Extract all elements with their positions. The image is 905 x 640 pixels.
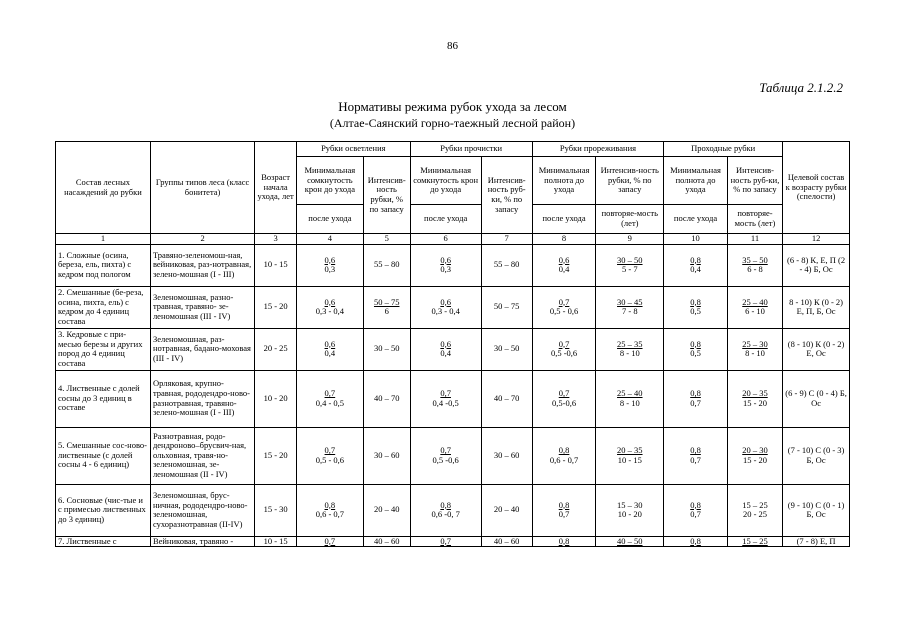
header-age: Возраст начала ухода, лет [255,142,297,234]
value-denominator: 0,5 -0,6 [432,454,459,465]
value-numerator: 0,7 [324,536,336,546]
cell-composition: 1. Сложные (осина, береза, ель, пихта) с кедром под пологом [56,244,151,286]
header-group-prorezhivanie: Рубки прореживания [532,142,663,157]
value-numerator: 30 – 45 [617,296,643,307]
column-number: 8 [532,234,596,245]
value-numerator: 0,8 [690,499,701,510]
cell-forest-types: Разнотравная, родо-дендроново–брусвич-ная, ольховная, травя-но- зеленомошная, зе-леномошная (II - IV) [150,427,254,484]
column-number: 10 [664,234,728,245]
cell-age: 10 - 20 [255,370,297,427]
value-numerator: 0,8 [690,338,701,349]
cell-target: (9 - 10) С (0 - 1) Б, Ос [783,484,850,536]
value-numerator: 20 – 30 [742,445,768,455]
value-denominator: 15 - 20 [742,397,768,408]
value-numerator: 0,8 [324,499,336,510]
value-denominator: 5 - 7 [621,264,638,275]
header-group-osvetlenie: Рубки осветления [296,142,410,157]
cell-composition: 6. Сосновые (чис-тые и с примесью лиственных до 3 единиц) [56,484,151,536]
value-denominator: 0,4 -0,5 [432,397,459,408]
header-group-prohodnye: Проходные рубки [664,142,783,157]
cell-osv-crown [296,244,363,286]
cell-prohod-density [664,286,728,328]
cell-composition: 4. Лиственные с долей сосны до 3 единиц в составе [56,370,151,427]
cell-proch-intensity: 40 – 70 [481,370,532,427]
cell-prohod-density [664,536,728,547]
table-label: Таблица 2.1.2.2 [759,80,843,95]
value-denominator: 0,5 - 0,6 [315,454,345,465]
value-denominator: 0,4 [690,264,701,275]
cell-prorezh-density [532,536,596,547]
header-intensity-osv: Интенсив-ность рубки, % по запасу [363,157,410,234]
value-numerator: 25 – 35 [617,338,643,349]
cell-osv-intensity: 55 – 80 [363,244,410,286]
value-numerator: 0,7 [558,338,570,349]
table-row [56,427,850,484]
cell-osv-intensity: 30 – 60 [363,427,410,484]
cell-prohod-intensity [727,536,782,547]
cell-composition: 2. Смешанные (бе-реза, осина, пихта, ель) с кедром до 4 единиц состава [56,286,151,328]
cell-prorezh-intensity [596,484,664,536]
cell-prohod-density [664,427,728,484]
value-denominator: 0,3 - 0,4 [315,306,345,317]
header-min-crown-proch: Минимальная сомкнутость крон до ухода [410,157,481,205]
cell-proch-intensity: 50 – 75 [481,286,532,328]
value-numerator: 15 – 25 [742,536,768,546]
value-numerator: 15 – 25 [742,499,768,510]
header-min-density-prorezh: Минимальная полнота до ухода [532,157,596,205]
value-numerator: 0,7 [324,388,336,398]
cell-prohod-intensity [727,286,782,328]
value-denominator: 0,6 -0, 7 [431,509,460,520]
cell-prohod-density [664,484,728,536]
cell-target: (8 - 10) К (0 - 2) Е, Ос [783,328,850,370]
cell-prorezh-density [532,328,596,370]
cell-age: 15 - 20 [255,286,297,328]
value-denominator: 7 - 8 [621,306,638,317]
column-number-row [56,234,850,245]
cell-proch-intensity: 55 – 80 [481,244,532,286]
value-denominator: 0,4 [440,348,451,359]
value-denominator: 0,3 [440,264,451,275]
cell-age: 10 - 15 [255,244,297,286]
cell-osv-intensity: 40 – 70 [363,370,410,427]
value-numerator: 20 – 35 [617,445,643,455]
table-row [56,286,850,328]
cell-prorezh-density [532,286,596,328]
cell-target: (7 - 8) Е, П [783,536,850,547]
cell-prorezh-intensity [596,328,664,370]
cell-prorezh-density [532,484,596,536]
table-row [56,536,850,547]
cell-prohod-intensity [727,244,782,286]
value-numerator: 0,8 [558,499,570,510]
document-subtitle: (Алтае-Саянский горно-таежный лесной район) [329,116,576,130]
cell-target: 8 - 10) К (0 - 2) Е, П, Б, Ос [783,286,850,328]
header-after-osv: после ухода [296,205,363,234]
column-number: 9 [596,234,664,245]
value-denominator: 6 - 8 [747,264,763,275]
value-numerator: 0,7 [558,296,570,307]
document-title: Нормативы режима рубок ухода за лесом [338,99,567,114]
header-min-density-prohod: Минимальная полнота до ухода [664,157,728,205]
value-denominator: 0,7 [690,509,701,520]
cell-proch-crown [410,536,481,547]
value-numerator: 35 – 50 [742,254,768,265]
value-numerator: 0,7 [558,388,570,398]
table-row [56,484,850,536]
value-numerator: 0,8 [690,536,701,546]
cell-prorezh-intensity [596,427,664,484]
value-denominator: 6 - 10 [745,306,765,317]
cell-forest-types: Вейниковая, травяно - [150,536,254,547]
cell-prohod-intensity [727,427,782,484]
header-after-prorezh: после ухода [532,205,596,234]
cell-prorezh-intensity [596,370,664,427]
value-denominator: 10 - 15 [617,454,642,465]
cell-age: 15 - 30 [255,484,297,536]
cell-prohod-intensity [727,370,782,427]
cell-osv-crown [296,286,363,328]
value-numerator: 0,6 [440,338,451,349]
cell-osv-crown [296,328,363,370]
cell-prorezh-density [532,427,596,484]
value-numerator: 0,6 [324,254,336,265]
cell-forest-types: Зеленомошная, брус-ничная, рододендро-ново-зеленомошная, сухоразнотравная (II-IV) [150,484,254,536]
value-denominator: 0,4 [324,348,336,359]
column-number: 2 [150,234,254,245]
column-number: 5 [363,234,410,245]
cell-proch-crown [410,286,481,328]
value-numerator: 0,6 [440,296,451,307]
cell-prohod-intensity [727,484,782,536]
header-after-proch: после ухода [410,205,481,234]
value-denominator: 0,3 - 0,4 [431,306,460,317]
column-number: 6 [410,234,481,245]
value-numerator: 25 – 40 [617,388,643,398]
value-numerator: 0,8 [690,445,701,455]
value-denominator: 0,7 [558,509,570,520]
cell-proch-intensity: 20 – 40 [481,484,532,536]
cell-proch-intensity: 30 – 50 [481,328,532,370]
table-row [56,370,850,427]
cell-forest-types: Травяно-зеленомош-ная, вейниковая, раз-нотравная, зелено-мошная (I - III) [150,244,254,286]
cell-forest-types: Орляковая, крупно-травная, рододендро-ново-разнотравная, травяно- зелено-мошная (I - III) [150,370,254,427]
value-numerator: 0,6 [440,254,451,265]
cell-composition: 3. Кедровые с при-месью березы и других пород до 4 единиц состава [56,328,151,370]
cell-age: 15 - 20 [255,427,297,484]
cell-proch-crown [410,328,481,370]
cell-target: (6 - 9) С (0 - 4) Б, Ос [783,370,850,427]
value-denominator: 6 [384,306,389,317]
cell-proch-crown [410,484,481,536]
cell-target: (6 - 8) К, Е, П (2 - 4) Б, Ос [783,244,850,286]
cell-prorezh-density [532,244,596,286]
value-numerator: 50 – 75 [373,296,400,307]
column-number: 7 [481,234,532,245]
value-numerator: 0,6 [558,254,570,265]
value-numerator: 15 – 30 [617,499,643,510]
column-number: 1 [56,234,151,245]
value-denominator: 20 - 25 [742,509,768,520]
cell-target: (7 - 10) С (0 - 3) Б, Ос [783,427,850,484]
value-numerator: 0,8 [440,499,451,510]
value-denominator: 8 - 10 [619,348,640,359]
cell-proch-intensity: 30 – 60 [481,427,532,484]
value-denominator: 0,5 -0,6 [550,348,578,359]
value-numerator: 30 – 50 [617,254,643,265]
table-row [56,244,850,286]
cell-prorezh-intensity [596,536,664,547]
cell-prohod-density [664,370,728,427]
value-denominator: 0,7 [690,454,701,465]
header-repeat-prorezh: повторяе-мость (лет) [596,205,664,234]
value-denominator: 8 - 10 [619,397,640,408]
header-forest-types: Группы типов леса (класс бонитета) [150,142,254,234]
column-number: 12 [783,234,850,245]
value-denominator: 0,6 - 0,7 [549,454,579,465]
cell-proch-crown [410,427,481,484]
table-body [56,244,850,547]
cell-prorezh-intensity [596,244,664,286]
header-intensity-prorezh: Интенсив-ность рубки, % по запасу [596,157,664,205]
value-numerator: 25 – 40 [742,296,768,307]
header-min-crown-osv: Минимальная сомкнутость крон до ухода [296,157,363,205]
cell-prohod-density [664,244,728,286]
cell-osv-crown [296,427,363,484]
value-denominator: 8 - 10 [745,348,765,359]
cell-osv-crown [296,484,363,536]
cell-osv-intensity: 30 – 50 [363,328,410,370]
value-denominator: 0,5 - 0,6 [549,306,579,317]
header-composition: Состав лесных насаждений до рубки [56,142,151,234]
cell-osv-crown [296,370,363,427]
value-denominator: 0,3 [324,264,336,275]
cell-forest-types: Зеленомошная, разно-травная, травяно- зе-леномошная (III - IV) [150,286,254,328]
norms-table [55,141,850,547]
cell-proch-intensity: 40 – 60 [481,536,532,547]
value-denominator: 0,4 - 0,5 [315,397,345,408]
value-denominator: 15 - 20 [742,454,768,465]
cell-prorezh-intensity [596,286,664,328]
column-number: 11 [727,234,782,245]
value-numerator: 0,8 [558,536,570,546]
cell-osv-crown [296,536,363,547]
cell-age: 20 - 25 [255,328,297,370]
value-numerator: 25 – 30 [742,338,768,349]
header-target: Целевой состав к возрасту рубки (спелости) [783,142,850,234]
cell-proch-crown [410,244,481,286]
value-numerator: 0,8 [558,445,570,455]
value-numerator: 0,7 [440,388,451,398]
value-numerator: 0,6 [324,296,336,307]
value-denominator: 0,7 [690,397,701,408]
cell-age: 10 - 15 [255,536,297,547]
value-numerator: 40 – 50 [617,536,643,546]
value-numerator: 0,8 [690,388,701,398]
value-denominator: 0,5-0,6 [552,397,577,408]
value-numerator: 0,7 [440,445,451,455]
value-denominator: 10 - 20 [617,509,642,520]
value-denominator: 0,4 [558,264,570,275]
header-repeat-prohod: повторяе-мость (лет) [727,205,782,234]
value-numerator: 20 – 35 [742,388,768,398]
value-numerator: 0,7 [440,536,451,546]
header-intensity-prohod: Интенсив-ность руб-ки, % по запасу [727,157,782,205]
cell-composition: 5. Смешанные сос-ново- лиственные (с долей сосны 4 - 6 единиц) [56,427,151,484]
column-number: 3 [255,234,297,245]
value-numerator: 0,6 [324,338,336,349]
value-numerator: 0,7 [324,445,336,455]
cell-forest-types: Зеленомошная, раз-нотравная, бадано-моховая (III - IV) [150,328,254,370]
header-intensity-proch: Интенсив-ность руб-ки, % по запасу [481,157,532,234]
cell-prohod-intensity [727,328,782,370]
page-number: 86 [447,40,458,52]
column-number: 4 [296,234,363,245]
cell-prorezh-density [532,370,596,427]
cell-prohod-density [664,328,728,370]
value-denominator: 0,5 [690,306,701,317]
value-numerator: 0,8 [690,296,701,307]
value-denominator: 0,5 [690,348,701,359]
value-denominator: 0,6 - 0,7 [315,509,345,520]
table-row [56,328,850,370]
cell-composition: 7. Лиственные с [56,536,151,547]
header-after-prohod: после ухода [664,205,728,234]
cell-osv-intensity: 40 – 60 [363,536,410,547]
header-group-prochistka: Рубки прочистки [410,142,532,157]
cell-osv-intensity [363,286,410,328]
value-numerator: 0,8 [690,254,701,265]
cell-osv-intensity: 20 – 40 [363,484,410,536]
cell-proch-crown [410,370,481,427]
